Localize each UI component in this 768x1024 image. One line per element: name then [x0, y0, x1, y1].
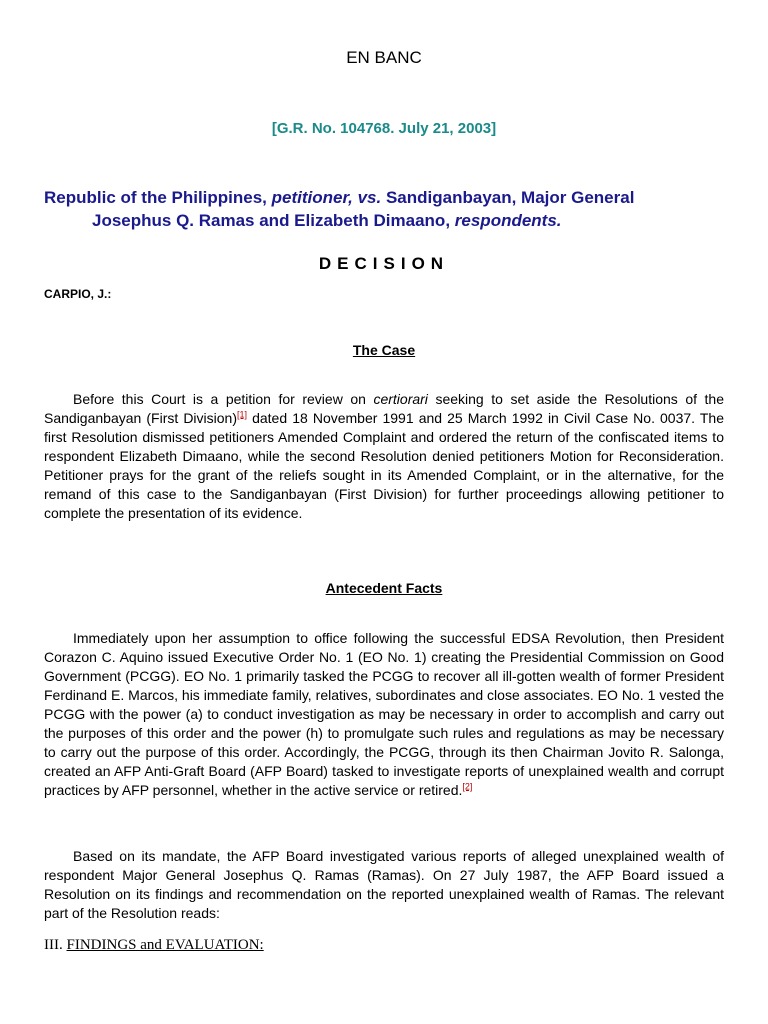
text-italic: certiorari: [373, 391, 428, 407]
petitioner-name: Republic of the Philippines,: [44, 188, 267, 207]
footnote-link-2[interactable]: [2]: [462, 781, 473, 792]
respondents-role: respondents.: [454, 211, 562, 230]
paragraph-the-case: [44, 390, 724, 523]
court-division: EN BANC: [346, 48, 422, 67]
text-run: Before this Court is a petition for review on: [73, 391, 374, 407]
text-run: Immediately upon her assumption to office following the successful EDSA Revolution, then President Corazon C. Aquino issued Executive Order No. 1 (EO No. 1) creating the Presidential Commission on Good Government (PCGG). EO No. 1 primarily tasked the PCGG to recover all ill-gotten wealth of former President Ferdinand E. Marcos, his immediate family, relatives, subordinates and close associates. EO No. 1 vested the PCGG with the power (a) to conduct investigation as may be necessary in order to accomplish and carry out the purposes of this order and the power (h) to promulgate such rules and regulations as may be necessary to carry out the purpose of this order. Accordingly, the PCGG, through its then Chairman Jovito R. Salonga, created an AFP Anti-Graft Board (AFP Board) tasked to investigate reports of unexplained wealth and corrupt practices by AFP personnel, whether in the active service or retired.: [44, 630, 724, 798]
decision-title: DECISION: [318, 254, 450, 273]
respondents-line1: Sandiganbayan, Major General: [385, 188, 635, 207]
text-run: dated 18 November 1991 and 25 March 1992 in Civil Case No. 0037. The first Resolution dismissed petitioners Amended Complaint and ordered the return of the confiscated items to respondent Elizabeth Dimaano, while the second Resolution denied petitioners Motion for Reconsideration. Petitioner prays for the grant of the reliefs sought in its Amended Complaint, or in the alternative, for the remand of this case to the Sandiganbayan (First Division) for further proceedings allowing petitioner to complete the presentation of its evidence.: [44, 410, 724, 521]
text-run: seeking to set aside the Resolutions of the Sandiganbayan (First Division): [44, 391, 724, 426]
findings-label: FINDINGS and EVALUATION:: [66, 937, 264, 953]
paragraph-antecedent-facts: [44, 629, 724, 800]
petitioner-role: petitioner, vs.: [271, 188, 382, 207]
heading-antecedent-facts: Antecedent Facts: [325, 580, 443, 596]
case-number: [G.R. No. 104768. July 21, 2003]: [271, 120, 497, 137]
findings-heading: [44, 937, 264, 954]
respondents-line2: Josephus Q. Ramas and Elizabeth Dimaano,: [92, 211, 451, 230]
findings-numeral: III.: [44, 937, 67, 953]
case-caption: [44, 186, 724, 232]
footnote-link-1[interactable]: [1]: [237, 409, 248, 420]
paragraph-afp-board: Based on its mandate, the AFP Board investigated various reports of alleged unexplained wealth of respondent Major General Josephus Q. Ramas (Ramas). On 27 July 1987, the AFP Board issued a Resolution on its findings and recommendation on the reported unexplained wealth of Ramas. The relevant part of the Resolution reads:: [44, 848, 724, 921]
heading-the-case: The Case: [352, 342, 416, 358]
ponente: CARPIO, J.:: [44, 287, 112, 301]
